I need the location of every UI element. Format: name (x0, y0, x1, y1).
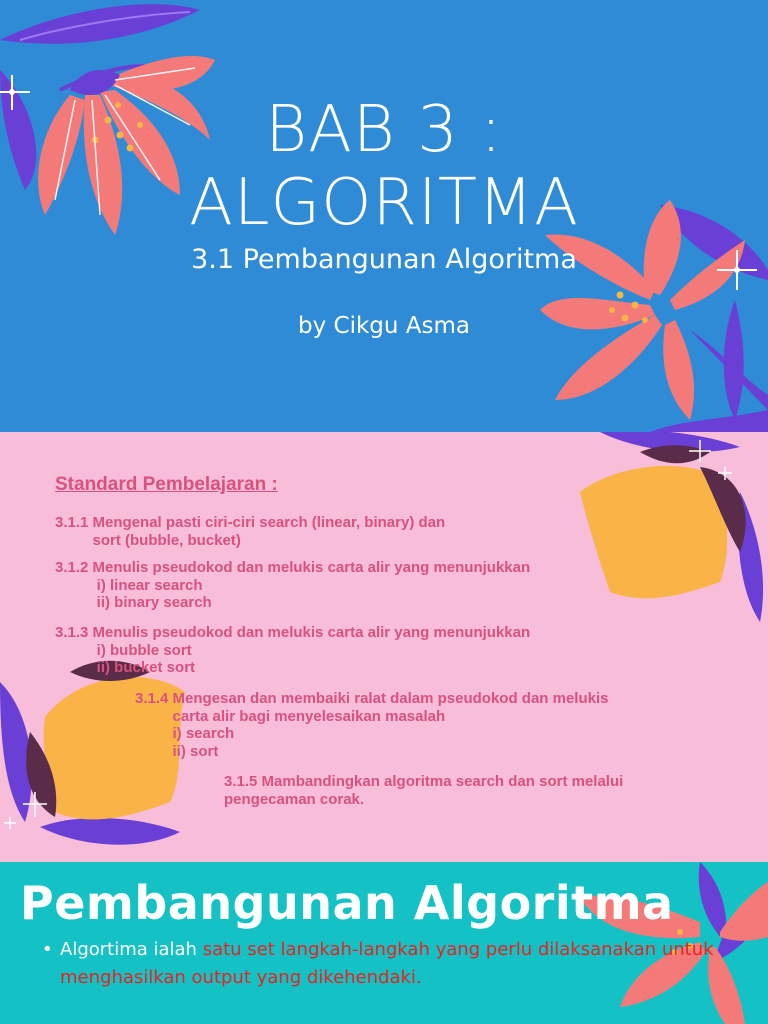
definition-text: satu set langkah-langkah yang perlu dilaksanakan untuk menghasilkan output yang dikehendaki. (60, 939, 714, 988)
definition-paragraph (42, 936, 750, 992)
standard-3-1-1: 3.1.1 Mengenal pasti ciri-ciri search (linear, binary) dan sort (bubble, bucket) (55, 514, 446, 549)
title-line-2: ALGORITMA (189, 166, 579, 240)
standards-heading: Standard Pembelajaran : (55, 474, 278, 495)
author-credit: by Cikgu Asma (298, 313, 470, 339)
standard-3-1-5: 3.1.5 Mambandingkan algoritma search dan sort melalui pengecaman corak. (224, 773, 624, 808)
slide-heading: Pembangunan Algoritma (20, 876, 674, 930)
title-line-1: BAB 3 : (265, 93, 503, 167)
algorithm-development-slide (0, 862, 768, 1024)
title-slide (0, 0, 768, 432)
standard-3-1-4: 3.1.4 Mengesan dan membaiki ralat dalam pseudokod dan melukis carta alir bagi menyelesaikan masalah i) search ii) sort (135, 690, 609, 760)
bullet-point: • (42, 939, 53, 960)
definition-term: Algortima ialah (60, 939, 203, 960)
learning-standards-slide (0, 432, 768, 862)
standard-3-1-3: 3.1.3 Menulis pseudokod dan melukis carta alir yang menunjukkan i) bubble sort ii) bucket sort (55, 624, 531, 676)
subtitle: 3.1 Pembangunan Algoritma (191, 244, 577, 275)
standard-3-1-2: 3.1.2 Menulis pseudokod dan melukis carta alir yang menunjukkan i) linear search ii) binary search (55, 559, 531, 611)
